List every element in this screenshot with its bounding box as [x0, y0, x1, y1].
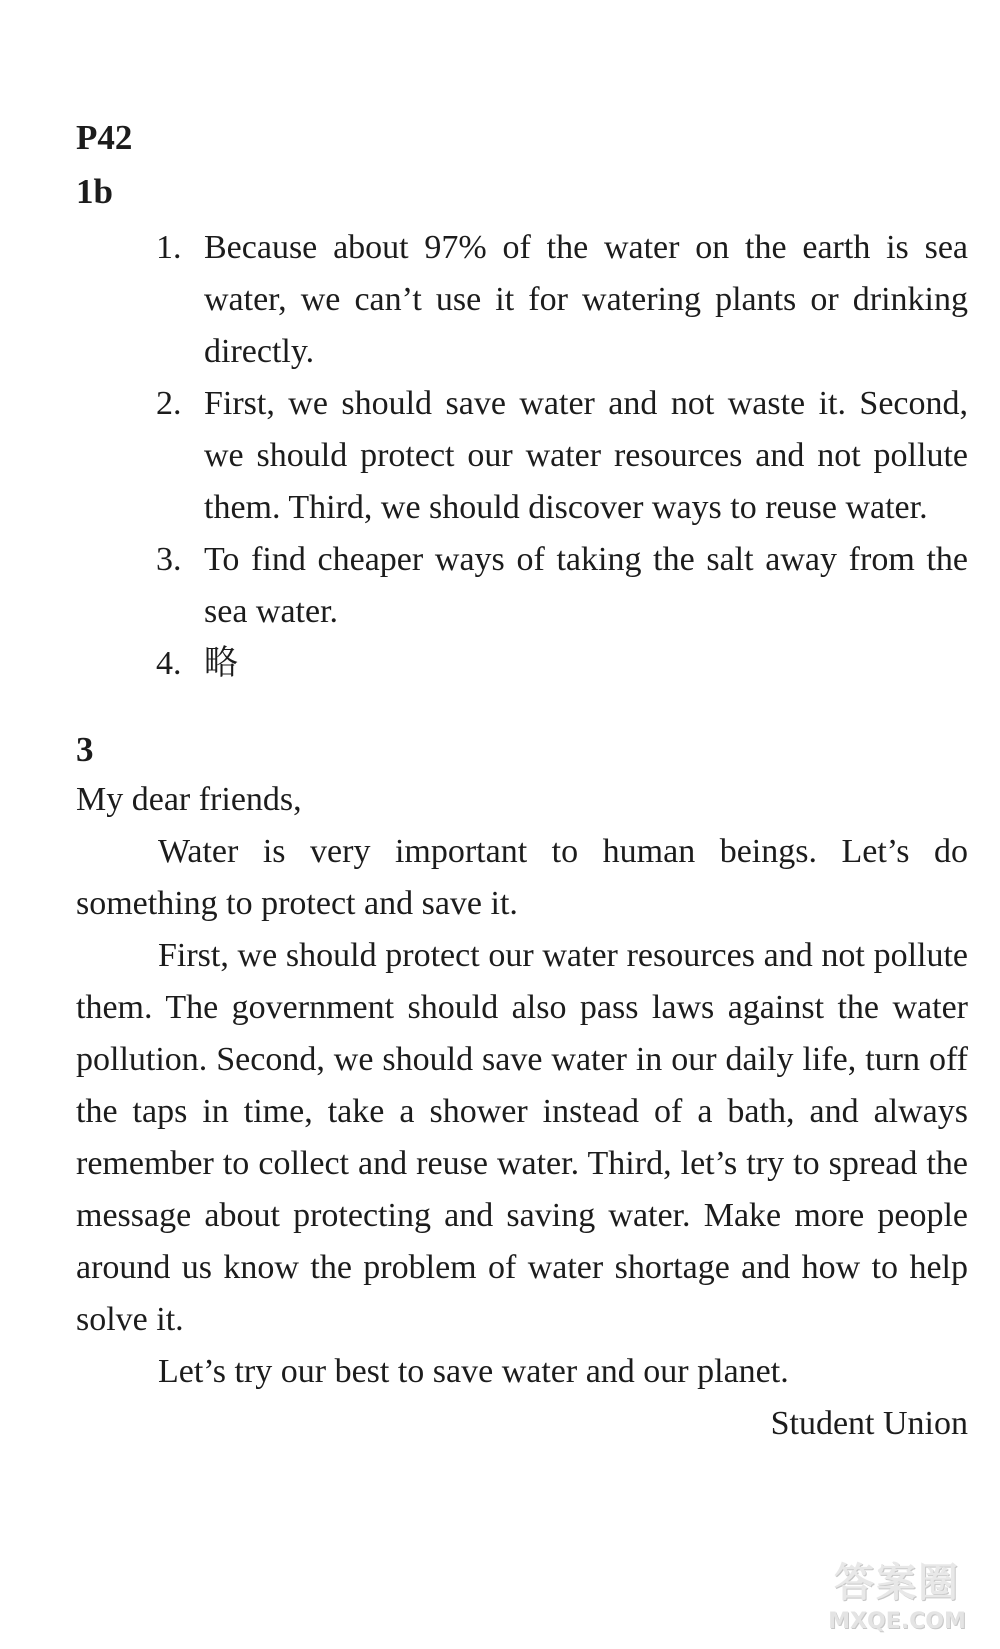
answer-item: [156, 534, 968, 638]
answer-number: 4.: [156, 645, 182, 682]
letter-signature: Student Union: [770, 1405, 968, 1442]
watermark-logo-text: 答案圈: [834, 1560, 960, 1606]
answer-text: 略: [204, 645, 238, 682]
letter-greeting: My dear friends,: [76, 781, 302, 818]
site-watermark: [808, 1559, 986, 1643]
watermark-url: MXQE.COM: [828, 1609, 966, 1634]
letter-paragraph: Let’s try our best to save water and our planet.: [158, 1353, 789, 1390]
letter-paragraph: Water is very important to human beings. Let’s do something to protect and save it.: [76, 833, 968, 922]
answer-number: 3.: [156, 541, 182, 578]
answer-number: 2.: [156, 385, 182, 422]
answer-text: Because about 97% of the water on the earth is sea water, we can’t use it for watering plants or drinking directly.: [204, 229, 968, 370]
section-1b-heading: 1b: [76, 172, 113, 211]
answer-text: First, we should save water and not waste it. Second, we should protect our water resources and not pollute them. Third, we should discover ways to reuse water.: [204, 385, 968, 526]
answer-item: [156, 638, 968, 690]
section-3-heading: 3: [76, 730, 94, 769]
answer-item: [156, 222, 968, 378]
answer-text: To find cheaper ways of taking the salt away from the sea water.: [204, 541, 968, 630]
answer-item: [156, 378, 968, 534]
letter-body: [76, 774, 968, 1450]
page-number-heading: P42: [76, 118, 133, 157]
letter-paragraph: First, we should protect our water resources and not pollute them. The government should also pass laws against the water pollution. Second, we should save water in our daily life, turn off the taps in time, take a shower instead of a bath, and always remember to collect and reuse water. Third, let’s try to spread the message about protecting and saving water. Make more people around us know the problem of water shortage and how to help solve it.: [76, 937, 968, 1338]
answer-number: 1.: [156, 229, 182, 266]
section-1b-answer-list: [156, 222, 968, 690]
